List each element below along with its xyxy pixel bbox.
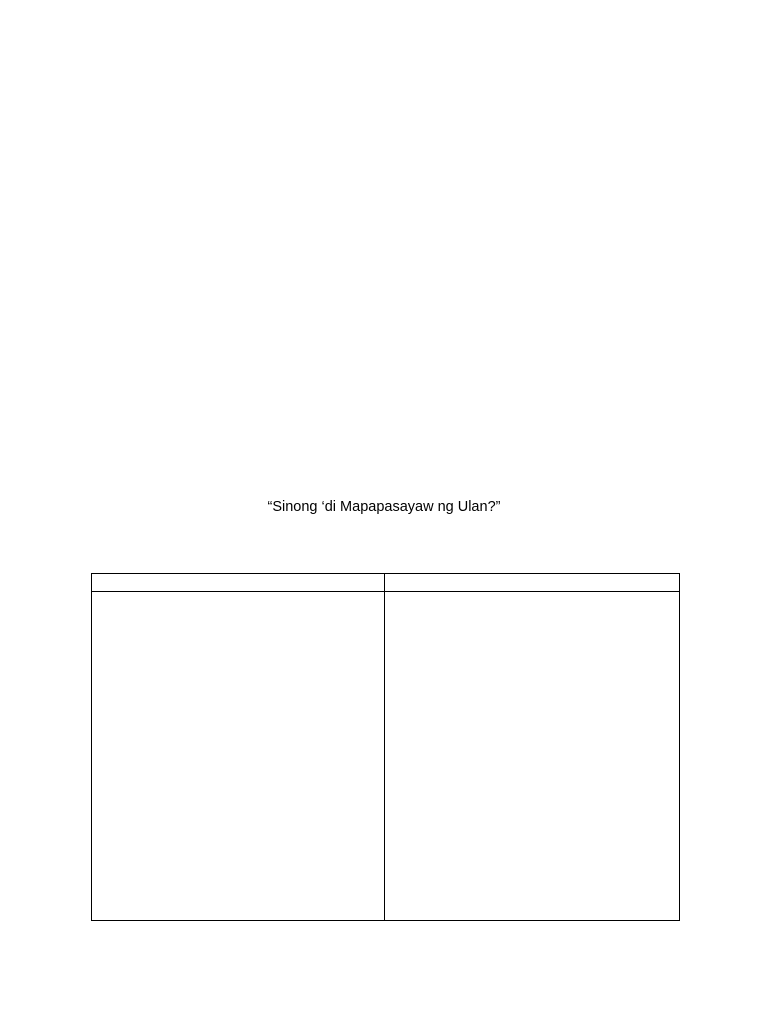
table-row xyxy=(92,592,680,921)
table-header-row xyxy=(92,574,680,592)
table-header-cell-right xyxy=(385,574,680,592)
table-cell-right xyxy=(385,592,680,921)
two-column-table xyxy=(91,573,680,921)
table-cell-left xyxy=(92,592,385,921)
table-header-cell-left xyxy=(92,574,385,592)
document-title: “Sinong ‘di Mapapasayaw ng Ulan?” xyxy=(267,499,501,515)
